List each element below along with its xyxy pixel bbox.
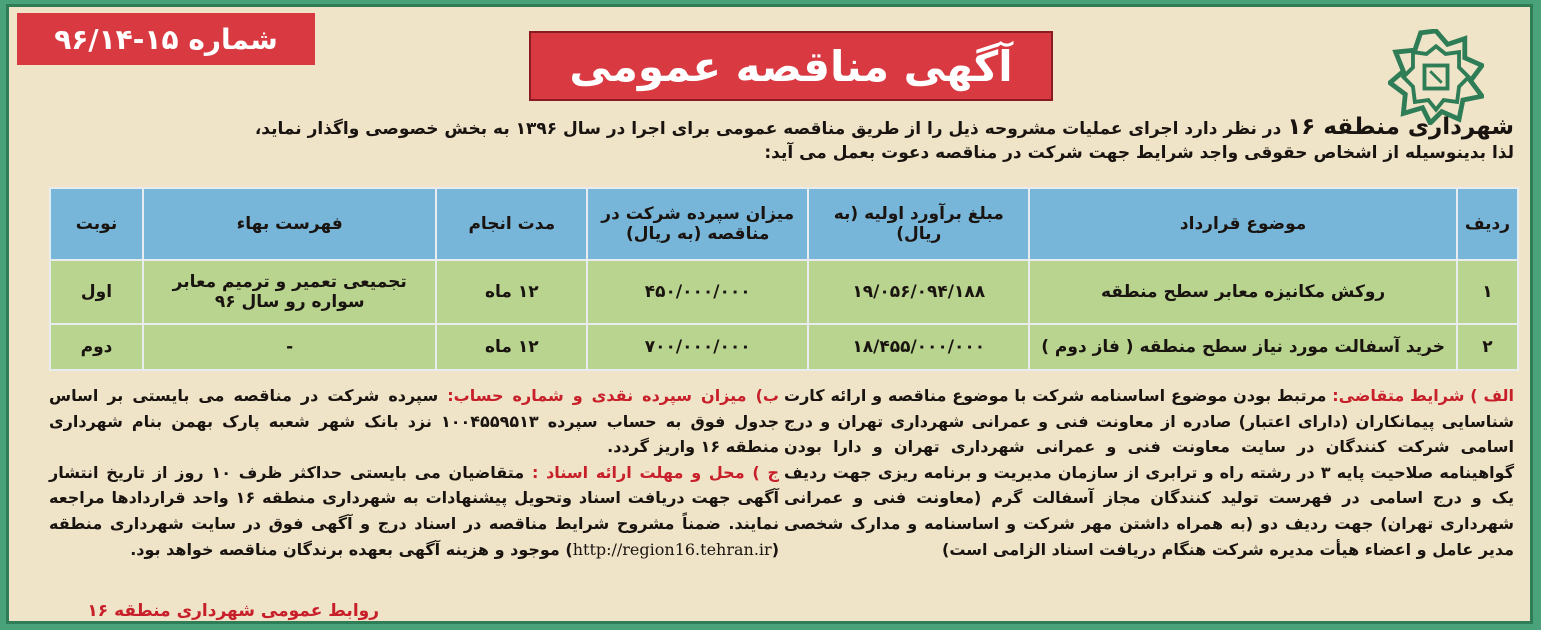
header-round: نوبت bbox=[50, 188, 143, 260]
cell-row-number: ۲ bbox=[1457, 324, 1518, 370]
header-deposit: میزان سپرده شرکت در مناقصه (به ریال) bbox=[587, 188, 808, 260]
section-c-heading: ج ) محل و مهلت ارائه اسناد : bbox=[531, 462, 779, 482]
notice-paper bbox=[6, 4, 1533, 624]
cell-row-number: ۱ bbox=[1457, 260, 1518, 324]
cell-subject: خرید آسفالت مورد نیاز سطح منطقه ( فاز دوم ) bbox=[1029, 324, 1457, 370]
section-c-body-2: ) موجود و هزینه آگهی بعهده برندگان مناقصه خواهد بود. bbox=[130, 539, 573, 559]
table-row bbox=[50, 260, 1518, 324]
intro-line-2: لذا بدینوسیله از اشخاص حقوقی واجد شرایط جهت شرکت در مناقصه دعوت بعمل می آید: bbox=[764, 143, 1514, 163]
section-c-body-1: متقاضیان می بایستی حداکثر ظرف ۱۰ روز از تاریخ انتشار آگهی جهت دریافت اسناد وتحویل پیشنهادات به شهرداری منطقه ۱۶ واحد قراردادها مراجعه نمایند. ضمناً مشروح شرایط مناقصه در اسناد درج و آگهی فوق در سایت شهرداری منطقه ( bbox=[49, 462, 780, 559]
cell-deposit: ۷۰۰/۰۰۰/۰۰۰ bbox=[587, 324, 808, 370]
header-subject: موضوع قرارداد bbox=[1029, 188, 1457, 260]
section-b bbox=[49, 383, 779, 460]
header-price-list: فهرست بهاء bbox=[143, 188, 436, 260]
table-row bbox=[50, 324, 1518, 370]
website-link[interactable]: http://region16.tehran.ir bbox=[572, 539, 772, 559]
municipality-logo-icon bbox=[1388, 29, 1484, 125]
cell-duration: ۱۲ ماه bbox=[436, 324, 587, 370]
cell-price-list: - bbox=[143, 324, 436, 370]
cell-subject: روکش مکانیزه معابر سطح منطقه bbox=[1029, 260, 1457, 324]
section-b-body: سپرده شرکت در مناقصه می بایستی بر اساس جدول فوق به حساب سپرده ۱۰۰۴۵۵۹۵۱۳ نزد بانک شهر شعبه پارک بهمن بنام شهرداری منطقه ۱۶ واریز گردد. bbox=[49, 386, 780, 457]
section-a-body: مرتبط بودن موضوع اساسنامه شرکت با موضوع مناقصه و ارائه کارت شناسایی پیمانکاران (دارای اعتبار) صادره از معاونت فنی و عمرانی شهرداری تهران و درج اسامی شرکت کنندگان در سایت معاونت فنی و عمرانی شهرداری تهران و دارا بودن گواهینامه صلاحیت پایه ۳ در رشته راه و ترابری از سازمان مدیریت و برنامه ریزی جهت ردیف یک و درج اسامی در فهرست تولید کنندگان مجاز آسفالت گرم (معاونت فنی و عمرانی شهرداری تهران) جهت ردیف دو (به همراه داشتن مهر شرکت و اساسنامه و مدارک شخصی مدیر عامل و اعضاء هیأت مدیره شرکت هنگام دریافت اسناد الزامی است) bbox=[784, 386, 1515, 559]
intro-text-1: در نظر دارد اجرای عملیات مشروحه ذیل را از طریق مناقصه عمومی برای اجرا در سال ۱۳۹۶ به بخش خصوصی واگذار نماید، bbox=[254, 119, 1282, 139]
cell-round: اول bbox=[50, 260, 143, 324]
sections-b-c bbox=[49, 383, 779, 562]
section-a bbox=[784, 383, 1514, 562]
cell-duration: ۱۲ ماه bbox=[436, 260, 587, 324]
table-header-row bbox=[50, 188, 1518, 260]
tender-table bbox=[49, 187, 1519, 371]
section-a-heading: الف ) شرایط متقاضی: bbox=[1332, 386, 1514, 405]
notice-title: آگهی مناقصه عمومی bbox=[529, 31, 1053, 101]
cell-deposit: ۴۵۰/۰۰۰/۰۰۰ bbox=[587, 260, 808, 324]
municipality-name: شهرداری منطقه ۱۶ bbox=[1287, 114, 1514, 140]
cell-price-list: تجمیعی تعمیر و ترمیم معابر سواره رو سال ۹۶ bbox=[143, 260, 436, 324]
header-duration: مدت انجام bbox=[436, 188, 587, 260]
issue-number: شماره ۱۵-۹۶/۱۴ bbox=[17, 13, 315, 65]
cell-estimate: ۱۹/۰۵۶/۰۹۴/۱۸۸ bbox=[808, 260, 1029, 324]
header-estimate: مبلغ برآورد اولیه (به ریال) bbox=[808, 188, 1029, 260]
public-relations-signature: روابط عمومی شهرداری منطقه ۱۶ bbox=[87, 601, 379, 621]
cell-round: دوم bbox=[50, 324, 143, 370]
section-b-heading: ب) میزان سپرده نقدی و شماره حساب: bbox=[447, 386, 779, 405]
header-row-number: ردیف bbox=[1457, 188, 1518, 260]
intro-line-1 bbox=[134, 115, 1514, 141]
section-c bbox=[49, 460, 779, 562]
cell-estimate: ۱۸/۴۵۵/۰۰۰/۰۰۰ bbox=[808, 324, 1029, 370]
